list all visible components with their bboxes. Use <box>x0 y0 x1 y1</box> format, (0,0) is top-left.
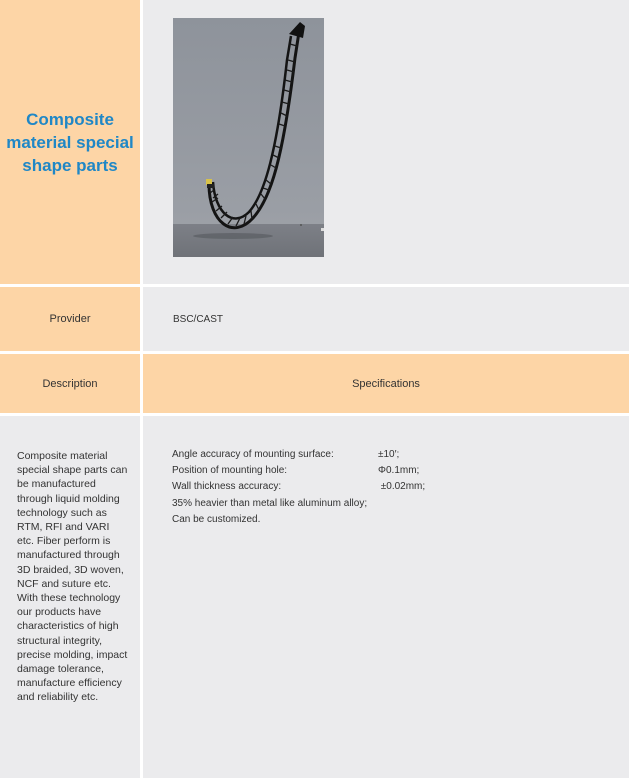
provider-label-cell <box>0 287 140 351</box>
title-cell <box>0 0 140 284</box>
description-text: Composite material special shape parts can be manufactured through liquid molding technology such as RTM, RFI and VARI etc. Fiber perform is manufactured through 3D braided, 3D woven, NCF and suture etc. With these technology our products have characteristics of high structural integrity, precise molding, impact damage tolerance, manufacture efficiency and reliability etc. <box>17 450 128 704</box>
spec-value: Φ0.1mm; <box>378 465 420 476</box>
spec-name: Can be customized. <box>172 514 261 525</box>
spec-name: Wall thickness accuracy: <box>172 481 282 492</box>
spec-row <box>172 465 419 476</box>
description-text-cell <box>0 416 140 778</box>
spec-name: Position of mounting hole: <box>172 465 288 476</box>
spec-row <box>172 514 260 525</box>
provider-label: Provider <box>49 313 91 325</box>
spec-value: ±10′; <box>378 449 400 460</box>
spec-row <box>172 449 399 460</box>
truss-curved-part-photo <box>173 18 324 257</box>
spec-value: ±0.02mm; <box>378 481 426 492</box>
spec-row <box>172 498 367 509</box>
spec-name: 35% heavier than metal like aluminum alloy; <box>172 498 368 509</box>
provider-value: BSC/CAST <box>173 314 224 325</box>
description-label-cell <box>0 354 140 413</box>
spec-row <box>172 481 425 492</box>
specifications-list-cell <box>143 416 629 778</box>
description-label: Description <box>42 377 98 390</box>
page-title: Composite material special shape parts <box>6 109 134 175</box>
image-cell <box>143 0 629 284</box>
provider-value-cell <box>143 287 629 351</box>
specifications-label-cell <box>143 354 629 413</box>
specifications-label: Specifications <box>352 377 420 390</box>
spec-name: Angle accuracy of mounting surface: <box>172 449 334 460</box>
